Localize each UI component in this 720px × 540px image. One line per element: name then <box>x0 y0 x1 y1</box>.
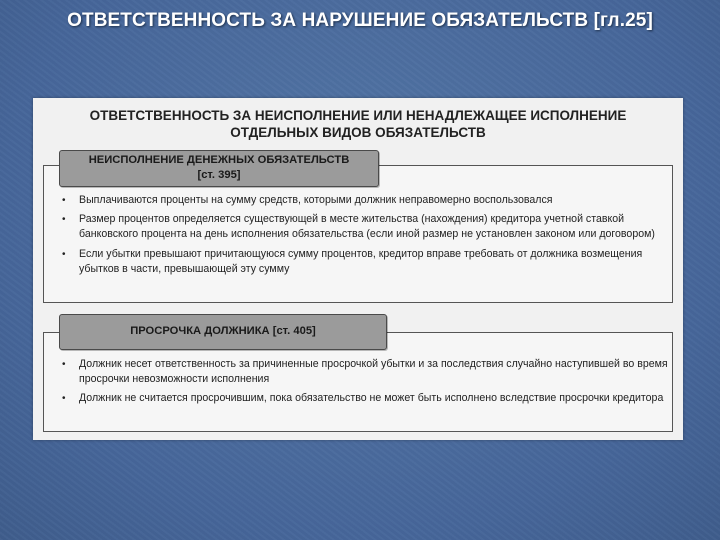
monetary-obligations-tag <box>59 150 379 187</box>
list-item: • Выплачиваются проценты на сумму средств, которыми должник неправомерно воспользовался <box>58 193 684 208</box>
list-item: • Размер процентов определяется существующей в месте жительства (нахождения) кредитора учетной ставкой банковского процента на день исполнения обязательства (если иной размер не установлен законом или договором) <box>58 212 684 242</box>
monetary-obligations-tag-article: [ст. 395] <box>197 169 241 181</box>
debtor-delay-tag: ПРОСРОЧКА ДОЛЖНИКА [ст. 405] <box>59 314 387 350</box>
diagram-heading-line-2: ОТДЕЛЬНЫХ ВИДОВ ОБЯЗАТЕЛЬСТВ <box>230 125 486 140</box>
slide-title: ОТВЕТСТВЕННОСТЬ ЗА НАРУШЕНИЕ ОБЯЗАТЕЛЬСТВ [гл.25] <box>67 10 653 31</box>
monetary-obligations-list <box>58 193 684 281</box>
diagram-heading <box>33 107 683 141</box>
monetary-obligations-tag-title: НЕИСПОЛНЕНИЕ ДЕНЕЖНЫХ ОБЯЗАТЕЛЬСТВ <box>88 154 350 166</box>
diagram-heading-line-1: ОТВЕТСТВЕННОСТЬ ЗА НЕИСПОЛНЕНИЕ ИЛИ НЕНАДЛЕЖАЩЕЕ ИСПОЛНЕНИЕ <box>89 108 627 123</box>
list-item: • Должник несет ответственность за причиненные просрочкой убытки и за последствия случайно наступившей во время просрочки невозможности исполнения <box>58 357 684 387</box>
list-item: • Должник не считается просрочившим, пока обязательство не может быть исполнено вследствие просрочки кредитора <box>58 391 684 406</box>
scanned-diagram <box>33 98 683 440</box>
debtor-delay-list <box>58 357 684 411</box>
list-item: • Если убытки превышают причитающуюся сумму процентов, кредитор вправе требовать от должника возмещения убытков в части, превышающей эту сумму <box>58 247 684 277</box>
